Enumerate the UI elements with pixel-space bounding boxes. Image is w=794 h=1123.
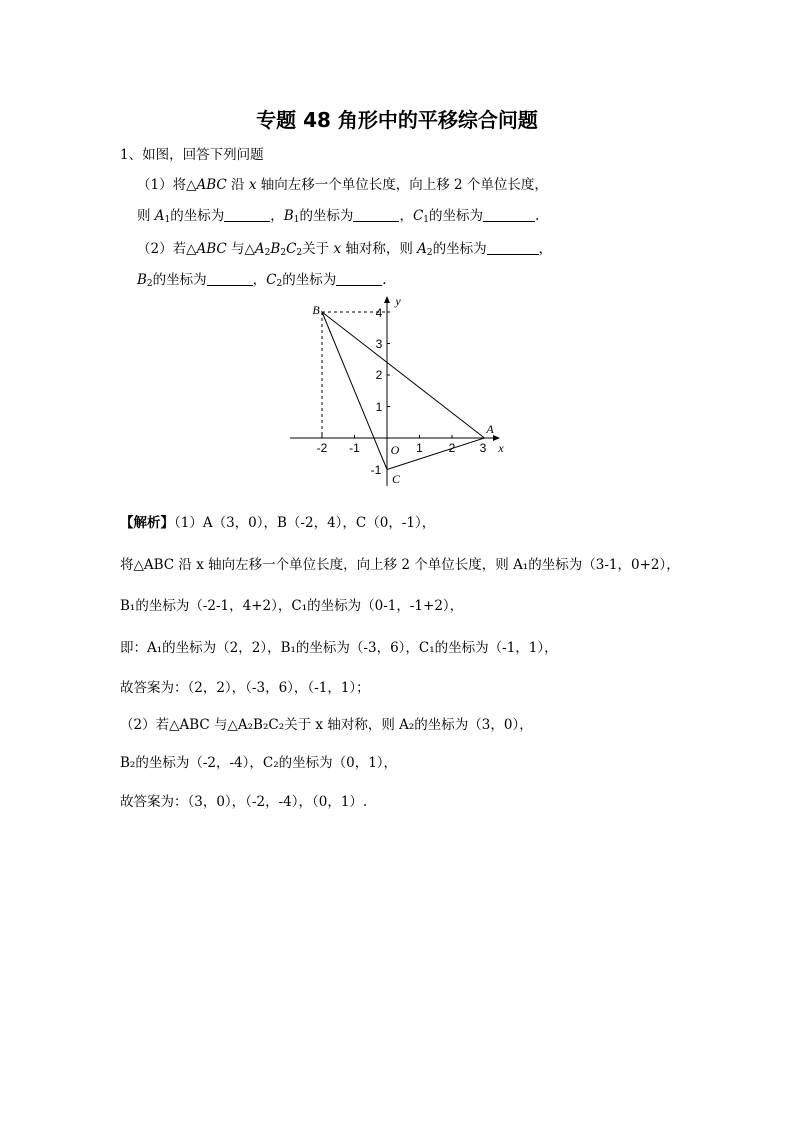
x-tick-label: 1 (416, 441, 423, 455)
answer-blank-c1[interactable] (483, 207, 535, 222)
solution-line-1: 【解析】（1）A（3，0），B（-2，4），C（0，-1）， (120, 515, 436, 531)
q1-line2: 则 $A_1$的坐标为 ，$B_1$的坐标为 ，$C_1$的坐标为 . (137, 208, 540, 225)
point-b-label: B (312, 303, 320, 317)
solution-line-7: B₂的坐标为（-2，-4），C₂的坐标为（0，1）， (120, 755, 398, 771)
coordinate-figure (280, 290, 520, 495)
x-axis-label: x (498, 441, 504, 455)
y-tick-label: 3 (375, 337, 383, 351)
y-axis-label: y (395, 294, 401, 308)
solution-line-8: 故答案为：（3，0），（-2，-4），（0，1）. (120, 794, 368, 810)
solution-line-3: B₁的坐标为（-2-1，4+2），C₁的坐标为（0-1，-1+2）， (120, 598, 464, 614)
q2-line2: $B_2$的坐标为 ，$C_2$的坐标为 . (137, 272, 387, 289)
answer-blank-a1[interactable] (224, 207, 270, 222)
answer-blank-c2[interactable] (336, 271, 382, 286)
origin-label: O (390, 443, 400, 457)
answer-blank-b1[interactable] (353, 207, 399, 222)
answer-blank-b2[interactable] (207, 271, 253, 286)
q1-line1: （1）将△ABC 沿 x 轴向左移一个单位长度，向上移 2 个单位长度， (137, 177, 548, 193)
point-a-label: A (486, 422, 494, 436)
y-tick-label: -1 (370, 463, 382, 477)
x-tick-label: -1 (349, 441, 360, 455)
q2-line1: （2）若△ABC 与$\triangle A_2B_2C_2$关于 x 轴对称，则 $A_2$的坐标为 ， (137, 241, 553, 258)
y-tick-label: 2 (375, 368, 383, 382)
y-axis-arrow (384, 296, 390, 303)
x-tick-label: 3 (479, 441, 487, 455)
y-tick-label: 1 (375, 400, 383, 414)
x-tick-label: 2 (448, 441, 456, 455)
page-title: 专题 48 角形中的平移综合问题 (256, 108, 538, 132)
y-tick-label: 4 (375, 306, 383, 320)
solution-line-2: 将△ABC 沿 x 轴向左移一个单位长度，向上移 2 个单位长度，则 A₁的坐标为（3-1，0+2）， (120, 557, 680, 573)
question-number: 1、如图，回答下列问题 (120, 147, 264, 163)
solution-line-6: （2）若△ABC 与△A₂B₂C₂关于 x 轴对称，则 A₂的坐标为（3，0）， (120, 717, 533, 733)
x-tick-label: -2 (316, 441, 328, 455)
triangle-abc (322, 312, 485, 470)
solution-line-4: 即：A₁的坐标为（2，2），B₁的坐标为（-3，6），C₁的坐标为（-1，1）， (120, 640, 558, 656)
point-c-label: C (391, 472, 401, 486)
solution-head: 【解析】 (120, 515, 174, 531)
answer-blank-a2[interactable] (487, 240, 539, 255)
solution-line-5: 故答案为：（2，2），（-3，6），（-1，1）； (120, 680, 370, 696)
